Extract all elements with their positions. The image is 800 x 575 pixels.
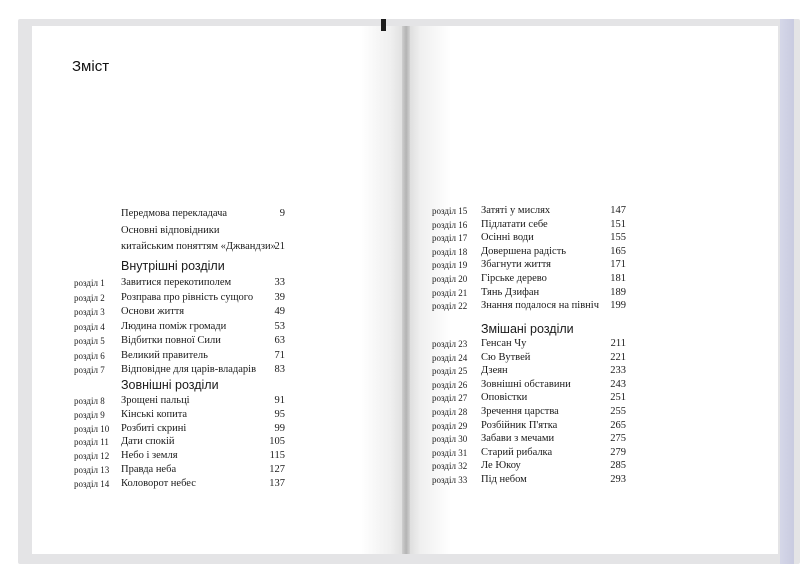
toc-entry <box>0 473 800 487</box>
chapter-title: Небо і земля <box>121 450 178 462</box>
page-number: 171 <box>610 259 626 271</box>
page-number: 115 <box>269 450 285 462</box>
page-number: 181 <box>610 273 626 284</box>
chapter-number: розділ 23 <box>432 339 468 349</box>
page-title: Зміст <box>72 58 110 75</box>
page-number: 63 <box>274 335 285 346</box>
page-number: 255 <box>610 406 626 417</box>
chapter-title: Передмова перекладача <box>121 208 228 219</box>
chapter-title: Правда неба <box>121 464 177 475</box>
chapter-number: розділ 2 <box>74 292 105 303</box>
chapter-title: Знання подалося на північ <box>481 300 599 312</box>
page-number: 83 <box>274 364 285 375</box>
chapter-number: розділ 18 <box>432 246 468 257</box>
toc-entry <box>0 432 800 446</box>
chapter-title: Відбитки повної Сили <box>121 335 221 346</box>
chapter-number: розділ 32 <box>432 461 468 472</box>
toc-entry <box>0 364 800 378</box>
page-number: 9 <box>279 208 285 219</box>
chapter-title: Збагнути життя <box>481 259 552 271</box>
page-number: 189 <box>610 286 626 298</box>
chapter-title: Забави з мечами <box>481 433 555 445</box>
chapter-number: розділ 9 <box>74 409 105 420</box>
toc-entry <box>0 286 800 300</box>
chapter-title: Оповістки <box>481 392 528 404</box>
chapter-title: Основні відповідники <box>121 225 220 236</box>
chapter-title: Тянь Дзифан <box>481 286 540 298</box>
toc-entry <box>0 272 800 286</box>
page-number: 211 <box>610 338 626 349</box>
toc-entry <box>0 391 800 405</box>
chapter-number: розділ 15 <box>432 206 468 216</box>
chapter-number: розділ 13 <box>74 465 110 475</box>
toc-entry <box>0 218 800 232</box>
toc-entry <box>0 204 800 218</box>
toc-entry <box>0 419 800 433</box>
chapter-title: Великий правитель <box>121 349 208 361</box>
toc-entry <box>0 378 800 392</box>
chapter-title: Розбиті скрині <box>121 422 187 434</box>
chapter-number: розділ 19 <box>432 260 468 271</box>
page-number: 137 <box>269 477 285 489</box>
chapter-title: Підлатати себе <box>481 218 548 230</box>
page-number: 155 <box>610 232 626 244</box>
chapter-title: Сю Вутвей <box>481 351 531 363</box>
chapter-title: Генсан Чу <box>481 338 527 349</box>
chapter-title: китайським поняттям «Джвандзи» <box>121 241 276 252</box>
chapter-title: Дзеян <box>481 365 508 377</box>
chapter-title: Основи життя <box>121 306 185 317</box>
chapter-number: розділ 8 <box>74 396 105 406</box>
chapter-title: Розбійник П'ятка <box>481 419 558 431</box>
section-heading: Змішані розділи <box>481 322 574 336</box>
page-number: 33 <box>274 277 285 288</box>
page-number: 105 <box>269 436 285 448</box>
chapter-number: розділ 6 <box>74 350 105 361</box>
page-number: 71 <box>274 349 285 361</box>
chapter-title: Дати спокій <box>121 436 175 448</box>
chapter-number: розділ 24 <box>432 352 468 363</box>
chapter-number: розділ 5 <box>74 336 105 346</box>
chapter-number: розділ 20 <box>432 274 468 284</box>
page-number: 251 <box>610 392 626 404</box>
chapter-number: розділ 10 <box>74 423 110 434</box>
toc-entry <box>0 231 800 245</box>
chapter-number: розділ 29 <box>432 420 468 431</box>
chapter-title: Під небом <box>481 474 527 485</box>
chapter-title: Зречення царства <box>481 406 559 417</box>
chapter-number: розділ 11 <box>74 437 109 448</box>
page-number: 91 <box>274 395 285 406</box>
page-number: 265 <box>610 419 626 431</box>
page-number: 95 <box>274 408 285 420</box>
section-heading: Внутрішні розділи <box>121 259 225 273</box>
toc-entry <box>0 258 800 272</box>
chapter-title: Кінські копита <box>121 408 188 420</box>
page-number: 285 <box>610 460 626 472</box>
chapter-title: Відповідне для царів-владарів <box>121 364 257 375</box>
toc-entry <box>0 405 800 419</box>
page-number: 147 <box>610 205 626 216</box>
page-number: 39 <box>274 291 285 303</box>
chapter-number: розділ 14 <box>74 478 110 489</box>
page-number: 221 <box>610 351 626 363</box>
toc-entry <box>0 320 800 334</box>
chapter-number: розділ 22 <box>432 301 468 312</box>
page-number: 293 <box>610 474 626 485</box>
toc-entry <box>0 446 800 460</box>
chapter-title: Затяті у мислях <box>481 205 551 216</box>
section-heading: Зовнішні розділи <box>121 378 219 392</box>
page-number: 21 <box>274 241 285 252</box>
chapter-number: розділ 17 <box>432 233 468 244</box>
page-number: 99 <box>274 422 285 434</box>
bookmark-ribbon <box>381 19 386 31</box>
chapter-title: Старий рибалка <box>481 446 553 458</box>
page-number: 233 <box>610 365 626 377</box>
chapter-title: Зрощені пальці <box>121 395 190 406</box>
page-number: 49 <box>274 306 285 317</box>
chapter-number: розділ 16 <box>432 219 468 230</box>
chapter-number: розділ 1 <box>74 278 105 288</box>
chapter-title: Розправа про рівність сущого <box>121 291 254 303</box>
chapter-number: розділ 27 <box>432 393 468 404</box>
toc-entry <box>0 299 800 313</box>
chapter-number: розділ 4 <box>74 321 105 332</box>
chapter-title: Коловорот небес <box>121 477 196 489</box>
chapter-title: Зовнішні обставини <box>481 378 571 390</box>
page-number: 275 <box>610 433 626 445</box>
chapter-number: розділ 21 <box>432 287 468 298</box>
toc-entry <box>0 337 800 351</box>
chapter-title: Осінні води <box>481 232 534 244</box>
page-number: 199 <box>610 300 626 312</box>
chapter-number: розділ 30 <box>432 434 468 445</box>
page-number: 243 <box>610 378 626 390</box>
page-number: 127 <box>269 464 285 475</box>
chapter-number: розділ 33 <box>432 475 468 485</box>
page-number: 279 <box>610 446 626 458</box>
chapter-number: розділ 31 <box>432 447 468 458</box>
page-number: 151 <box>610 218 626 230</box>
chapter-number: розділ 26 <box>432 379 468 390</box>
chapter-number: розділ 25 <box>432 366 468 377</box>
chapter-title: Гірське дерево <box>481 273 547 284</box>
chapter-number: розділ 12 <box>74 451 110 462</box>
toc-entry <box>0 459 800 473</box>
chapter-title: Ле Юкоу <box>481 460 521 472</box>
chapter-title: Завитися перекотиполем <box>121 277 232 288</box>
chapter-title: Довершена радість <box>481 245 567 257</box>
page-number: 53 <box>274 320 285 332</box>
chapter-number: розділ 28 <box>432 407 468 417</box>
page-number: 165 <box>610 245 626 257</box>
chapter-number: розділ 7 <box>74 365 105 375</box>
chapter-title: Людина поміж громади <box>121 320 227 332</box>
chapter-number: розділ 3 <box>74 307 105 317</box>
toc-entry <box>0 351 800 365</box>
toc-entry <box>0 245 800 259</box>
